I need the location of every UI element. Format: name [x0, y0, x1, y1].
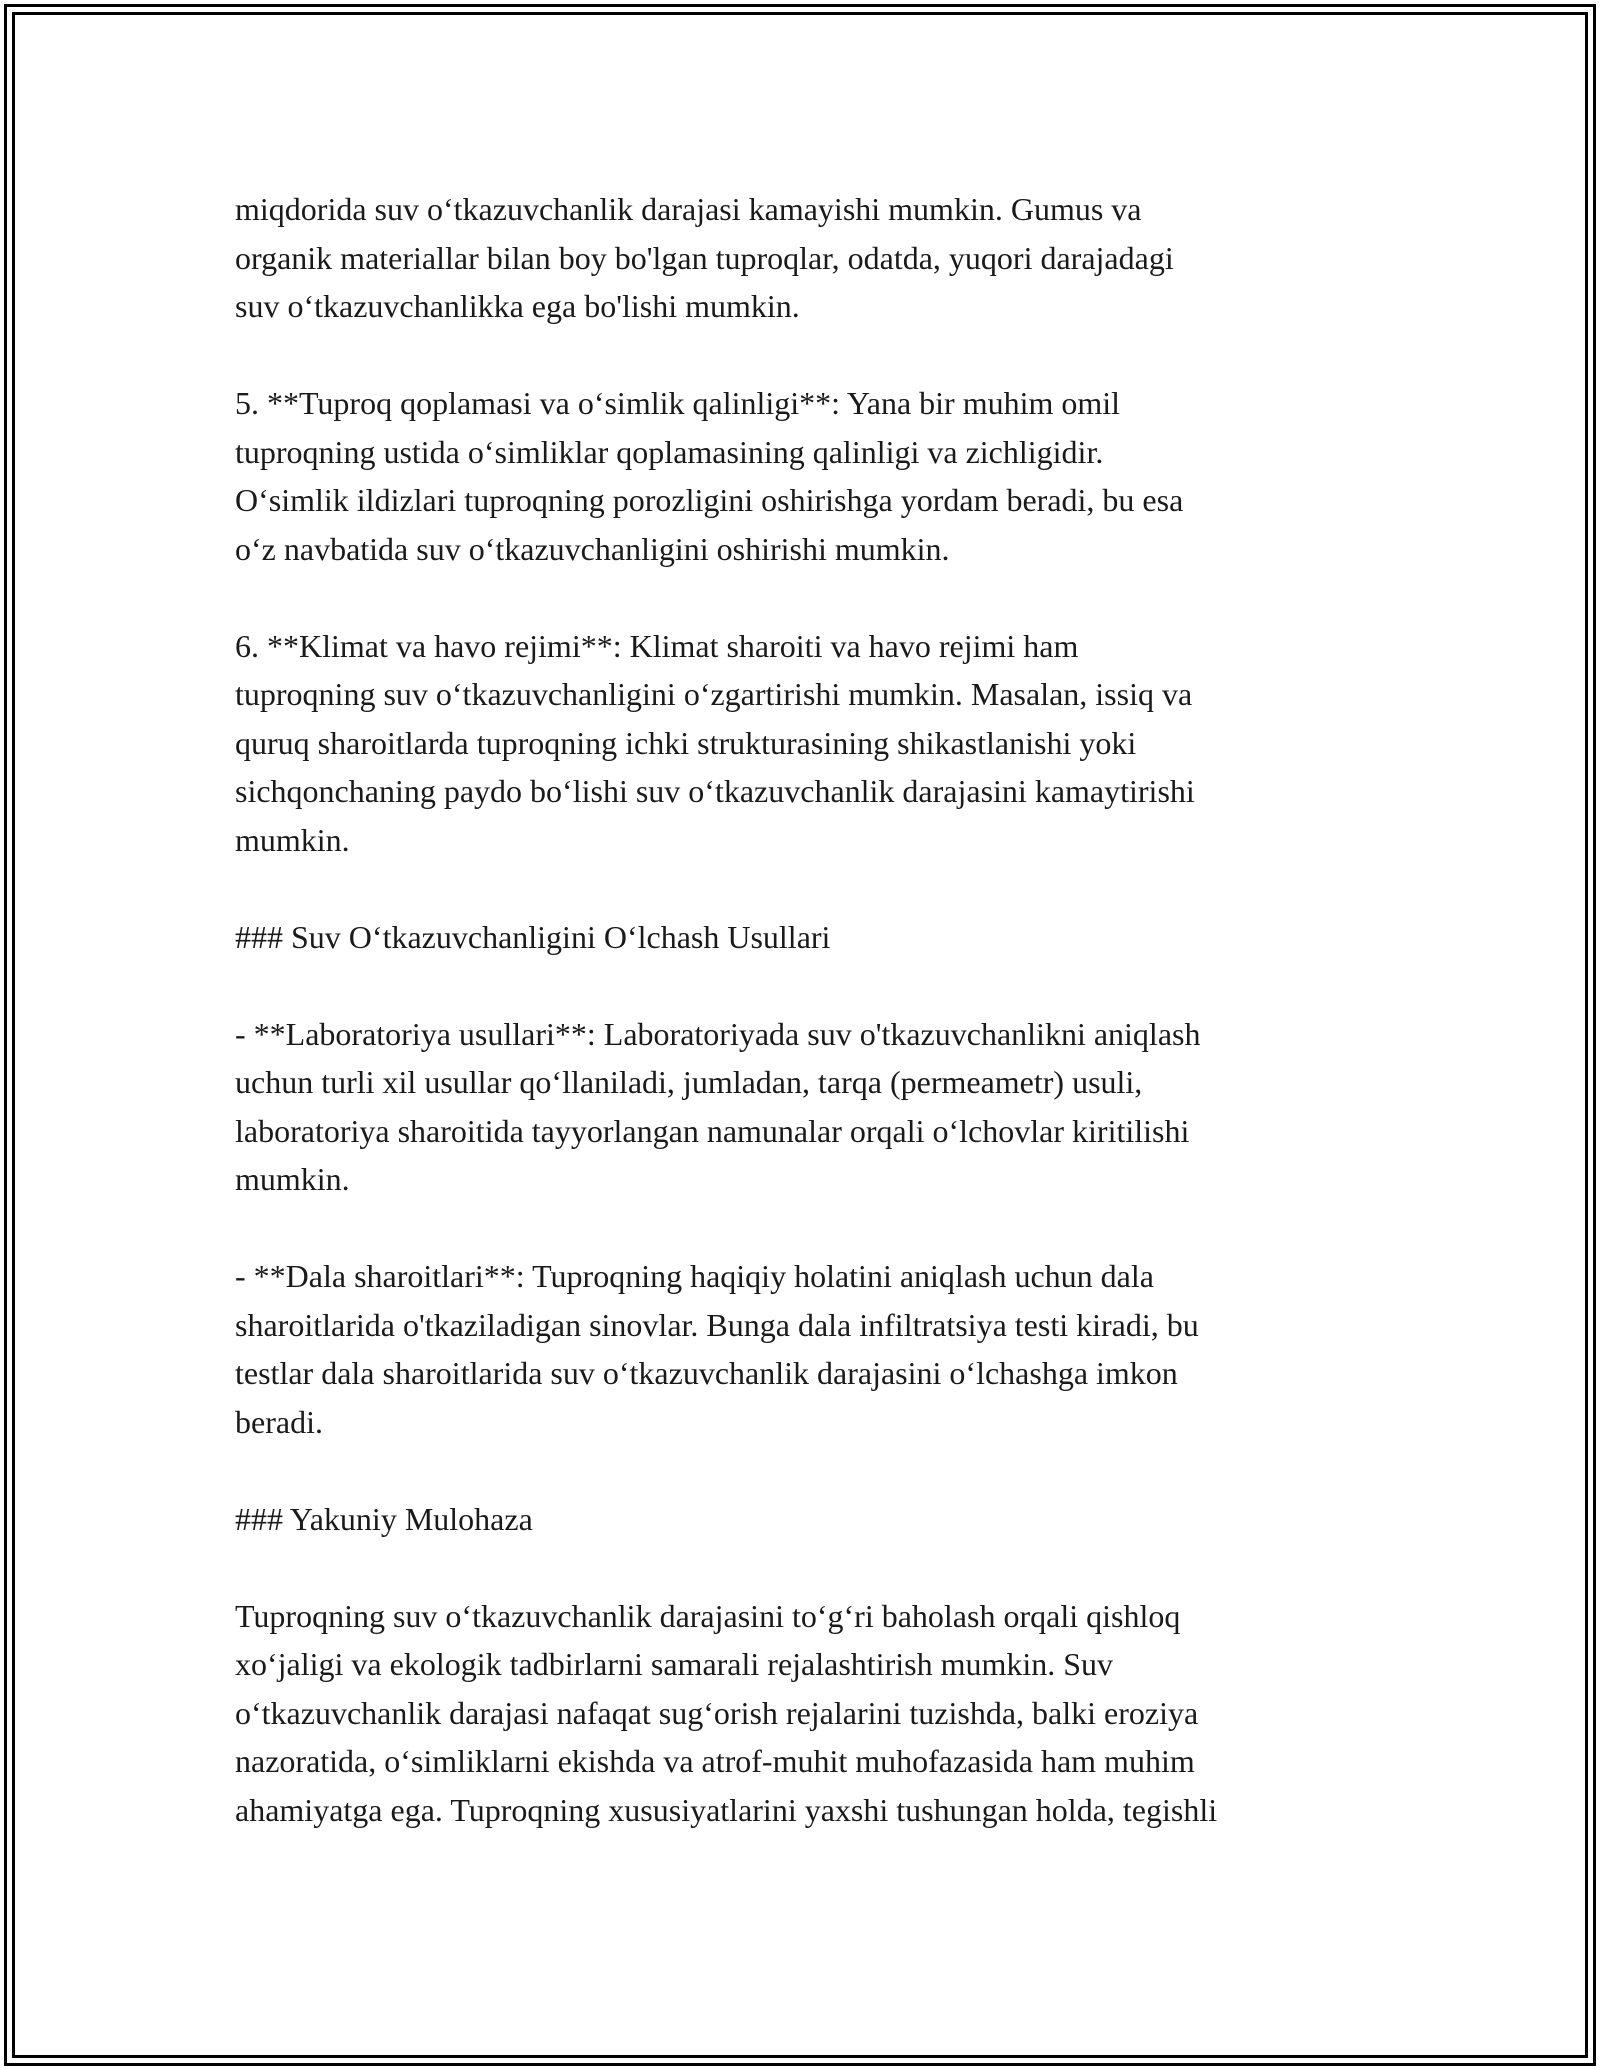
document-body — [235, 185, 1385, 1834]
paragraph-laboratory-methods: - **Laboratoriya usullari**: Laboratoriyada suv o'tkazuvchanlikni aniqlash uchun turli xil usullar qo‘llaniladi, jumladan, tarqa (permeametr) usuli, laboratoriya sharoitida tayyorlangan namunalar orqali o‘lchovlar kiritilishi mumkin. — [235, 1015, 1201, 1197]
paragraph-field-conditions: - **Dala sharoitlari**: Tuproqning haqiqiy holatini aniqlash uchun dala sharoitlarida o'tkaziladigan sinovlar. Bunga dala infiltratsiya testi kiradi, bu testlar dala sharoitlarida suv o‘tkazuvchanlik darajasini o‘lchashga imkon beradi. — [235, 1258, 1199, 1440]
paragraph-item-5-vegetation-cover: 5. **Tuproq qoplamasi va o‘simlik qalinligi**: Yana bir muhim omil tuproqning ustida o‘simliklar qoplamasining qalinligi va zichligidir. O‘simlik ildizlari tuproqning porozligini oshirishga yordam beradi, bu esa o‘z navbatida suv o‘tkazuvchanligini oshirishi mumkin. — [235, 385, 1184, 567]
section-heading-conclusion: ### Yakuniy Mulohaza — [235, 1500, 533, 1537]
paragraph-conclusion: Tuproqning suv o‘tkazuvchanlik darajasini to‘g‘ri baholash orqali qishloq xo‘jaligi va ekologik tadbirlarni samarali rejalashtirish mumkin. Suv o‘tkazuvchanlik darajasi nafaqat sug‘orish rejalarini tuzishda, balki eroziya nazoratida, o‘simliklarni ekishda va atrof-muhit muhofazasida ham muhim ahamiyatga ega. Tuproqning xususiyatlarini yaxshi tushungan holda, tegishli — [235, 1597, 1218, 1828]
section-heading-measurement-methods: ### Suv O‘tkazuvchanligini O‘lchash Usullari — [235, 918, 831, 955]
paragraph-item-6-climate: 6. **Klimat va havo rejimi**: Klimat sharoiti va havo rejimi ham tuproqning suv o‘tkazuvchanligini o‘zgartirishi mumkin. Masalan, issiq va quruq sharoitlarda tuproqning ichki strukturasining shikastlanishi yoki sichqonchaning paydo bo‘lishi suv o‘tkazuvchanlik darajasini kamaytirishi mumkin. — [235, 627, 1195, 858]
paragraph-humus-permeability: miqdorida suv o‘tkazuvchanlik darajasi kamayishi mumkin. Gumus va organik materiallar bilan boy bo'lgan tuproqlar, odatda, yuqori darajadagi suv o‘tkazuvchanlikka ega bo'lishi mumkin. — [235, 191, 1174, 324]
